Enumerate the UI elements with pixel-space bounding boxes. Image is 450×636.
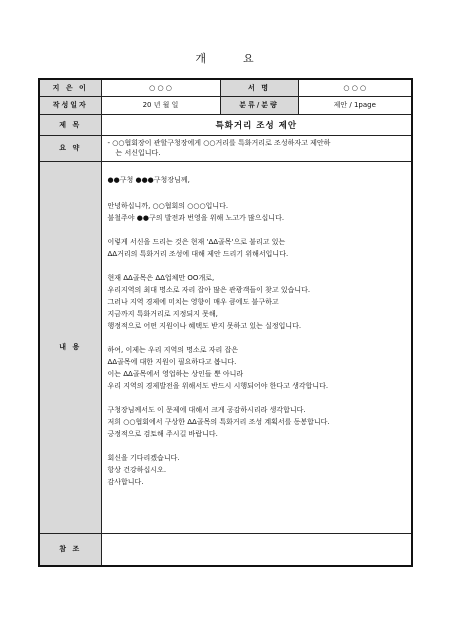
summary-row xyxy=(39,135,412,161)
letter-line: 우리지역의 최대 명소로 자리 잡아 많은 관광객들이 찾고 있습니다. xyxy=(107,285,311,294)
date-row xyxy=(39,96,412,114)
letter-line: 하여, 이제는 우리 지역의 명소로 자리 잡은 xyxy=(107,345,239,354)
category-label: 분류/분량 xyxy=(220,96,298,114)
letter-line: 이는 ΔΔ골목에서 영업하는 상인들 뿐 아니라 xyxy=(107,369,244,378)
date-value[interactable]: 20 년 월 일 xyxy=(101,96,220,114)
letter-line: 이렇게 서신을 드리는 것은 현재 'ΔΔ골목'으로 불리고 있는 xyxy=(107,237,286,246)
author-value[interactable]: ○ ○ ○ xyxy=(101,79,220,96)
letter-line: 구청장님께서도 이 문제에 대해서 크게 공감하시리라 생각합니다. xyxy=(107,405,306,414)
overview-form-table xyxy=(38,78,413,567)
letter-line: 지금까지 특화거리로 지정되지 못해, xyxy=(107,309,218,318)
document-title xyxy=(0,50,450,66)
date-label: 작성일자 xyxy=(39,96,101,114)
author-row xyxy=(39,79,412,96)
letter-paragraph xyxy=(108,404,406,440)
letter-line: 안녕하십니까, ○○협회의 ○○○입니다. xyxy=(107,201,229,210)
letter-line: 감사합니다. xyxy=(107,477,144,486)
letter-paragraph xyxy=(108,236,406,260)
letter-paragraph xyxy=(108,200,406,224)
reference-label: 참 조 xyxy=(39,533,101,566)
letter-line: 항상 건강하십시오. xyxy=(107,465,167,474)
letter-paragraphs xyxy=(108,200,406,488)
letter-paragraph xyxy=(108,452,406,488)
letter-line: 우리 지역의 경제발전을 위해서도 반드시 시행되어야 한다고 생각합니다. xyxy=(107,381,329,390)
category-value[interactable]: 제안 / 1page xyxy=(298,96,412,114)
letter-line: 현재 ΔΔ골목은 ΔΔ업체만 OO개로, xyxy=(107,273,215,282)
subject-label: 제 목 xyxy=(39,114,101,135)
summary-line: - ○○협회장이 관할구청장에게 ○○거리를 특화거리로 조성하자고 제안하 xyxy=(107,139,331,147)
summary-label: 요 약 xyxy=(39,135,101,161)
letter-line: 저희 ○○협회에서 구상한 ΔΔ골목의 특화거리 조성 계획서를 동봉합니다. xyxy=(107,417,330,426)
reference-row xyxy=(39,533,412,566)
author-label: 지 은 이 xyxy=(39,79,101,96)
letter-line: 회신을 기다리겠습니다. xyxy=(107,453,180,462)
letter-line: ΔΔ골목에 대한 지원이 필요하다고 봅니다. xyxy=(107,357,237,366)
subject-value[interactable]: 특화거리 조성 제안 xyxy=(101,114,412,135)
title-left: 개 xyxy=(195,52,207,65)
sign-label: 서 명 xyxy=(220,79,298,96)
letter-line: 불철주야 ●●구의 발전과 번영을 위해 노고가 많으십니다. xyxy=(107,213,285,222)
summary-value[interactable] xyxy=(101,135,412,161)
summary-line: 는 서신입니다. xyxy=(115,149,161,157)
letter-greeting: ●●구청 ●●●구청장님께, xyxy=(107,175,190,184)
letter-line: 행정적으로 어떤 지원이나 혜택도 받지 못하고 있는 실정입니다. xyxy=(107,321,302,330)
content-row xyxy=(39,161,412,533)
sign-value[interactable]: ○ ○ ○ xyxy=(298,79,412,96)
letter-body[interactable] xyxy=(101,161,412,533)
content-label: 내 용 xyxy=(39,161,101,533)
letter-paragraph xyxy=(108,344,406,392)
letter-line: ΔΔ거리의 특화거리 조성에 대해 제안 드리기 위해서입니다. xyxy=(107,249,289,258)
letter-line: 그러나 지역 경제에 미치는 영향이 매우 큼에도 불구하고 xyxy=(107,297,279,306)
reference-value[interactable] xyxy=(101,533,412,566)
subject-row xyxy=(39,114,412,135)
title-right: 요 xyxy=(243,52,255,65)
letter-line: 긍정적으로 검토해 주시길 바랍니다. xyxy=(107,429,218,438)
letter-paragraph xyxy=(108,272,406,332)
